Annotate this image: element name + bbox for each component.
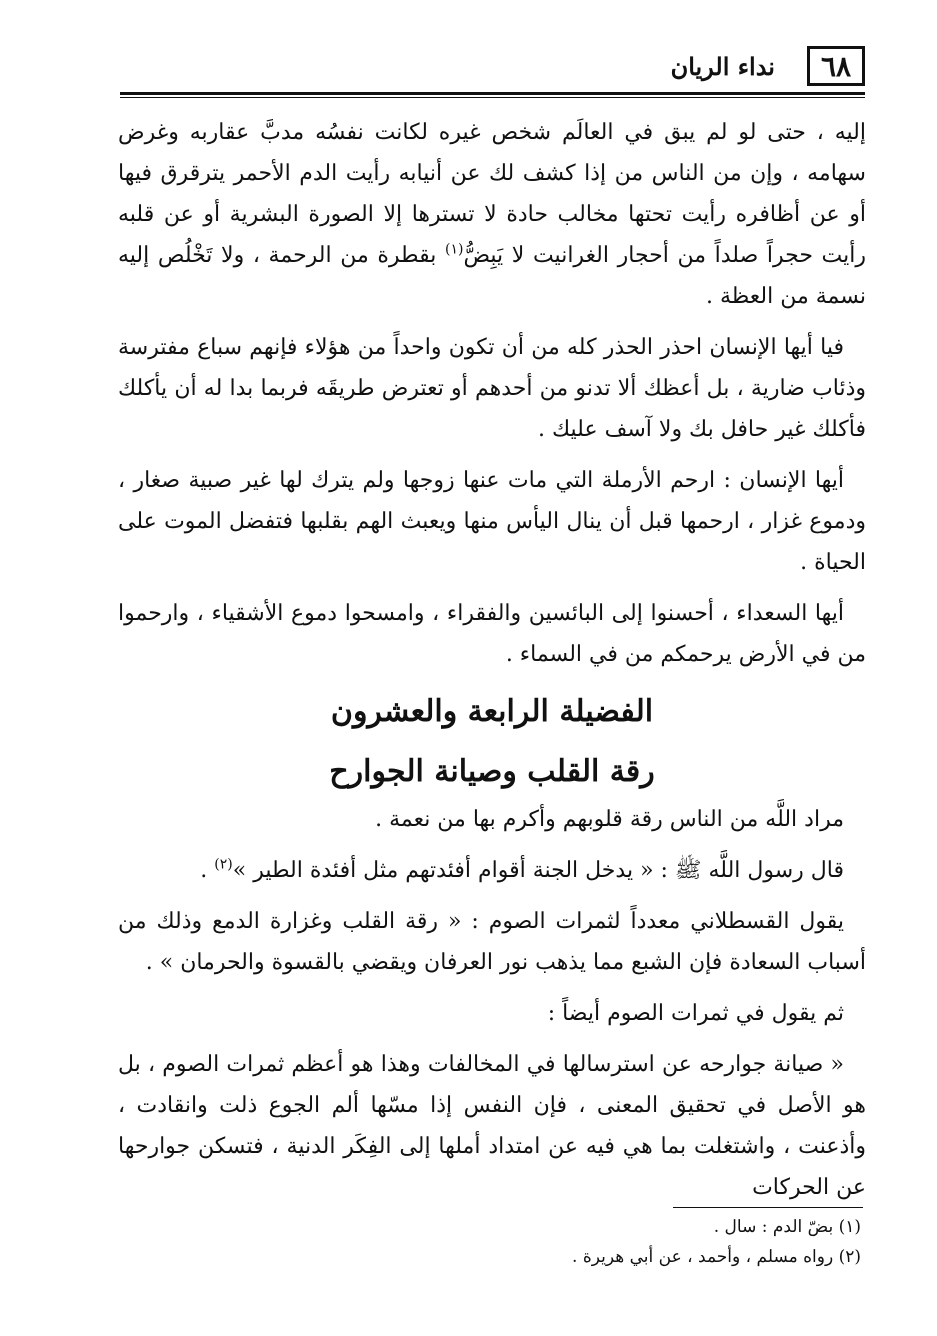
page-number: ٦٨ [807,46,865,86]
paragraph-5: مراد اللَّه من الناس رقة قلوبهم وأكرم بها من نعمة . [375,807,844,832]
footnote-ref-2[interactable]: (٢) [214,856,233,873]
paragraph-1-text: إليه ، حتى لو لم يبق في العالَم شخص غيره لكانت نفسُه مدبَّ عقاربه وغرض سهامه ، وإن من الناس من إذا كشف لك عن أنيابه رأيت الدم الأحمر يترقرق فيها أو عن أظافره رأيت تحتها مخالب حادة لا تسترها إلا الصورة البشرية أو عن قلبه رأيت حجراً صلداً من أحجار الغرانيت لا يَبِضُّ [118,120,866,268]
header-rule [120,92,865,98]
running-title: نداء الريان [670,52,775,81]
paragraph-7: يقول القسطلاني معدداً لثمرات الصوم : « رقة القلب وغزارة الدمع وذلك من أسباب السعادة فإن الشبع مما يذهب نور العرفان ويقضي بالقسوة والحرمان » . [118,909,866,975]
footnote-1: (١) بضّ الدم : سال . [713,1217,861,1237]
paragraph-4: أيها السعداء ، أحسنوا إلى البائسين والفقراء ، وامسحوا دموع الأشقياء ، وارحموا من في الأرض يرحمكم من في السماء . [118,601,866,667]
footnote-2: (٢) رواه مسلم ، وأحمد ، عن أبي هريرة . [572,1247,861,1267]
paragraph-1-tail: بقطرة من الرحمة ، ولا تَخْلُص إليه نسمة من العظة . [118,243,866,309]
section-heading-number: الفضيلة الرابعة والعشرون [330,694,654,729]
paragraph-8: ثم يقول في ثمرات الصوم أيضاً : [547,1001,844,1026]
paragraph-6-tail: . [200,858,215,883]
paragraph-3: أيها الإنسان : ارحم الأرملة التي مات عنها زوجها ولم يترك لها غير صبية صغار ، ودموع غزار ، ارحمها قبل أن ينال اليأس منها ويعبث الهم بقلبها فتفضل الموت على الحياة . [118,468,866,575]
footnotes [161,1212,861,1272]
paragraph-9: « صيانة جوارحه عن استرسالها في المخالفات وهذا هو أعظم ثمرات الصوم ، بل هو الأصل في تحقيق المعنى ، فإن النفس إذا مسّها ألم الجوع ذلت وانقادت ، وأذعنت ، واشتغلت بما هي فيه عن امتداد أملها إلى الفِكَر الدنية ، فتسكن جوارحها عن الحركات [118,1052,866,1200]
page-header [120,40,865,92]
body-text [118,112,866,1218]
paragraph-6 [118,850,866,891]
paragraph-6-text: قال رسول اللَّه ﷺ : « يدخل الجنة أقوام أفئدتهم مثل أفئدة الطير » [232,858,844,883]
section-heading-title: رقة القلب وصيانة الجوارح [329,754,655,789]
footnote-ref-1[interactable]: (١) [444,241,464,258]
paragraph-1 [118,112,866,317]
footnote-separator [673,1207,863,1208]
paragraph-2: فيا أيها الإنسان احذر الحذر كله من أن تكون واحداً من هؤلاء فإنهم سباع مفترسة وذئاب ضارية ، بل أعظك ألا تدنو من أحدهم أو تعترض طريقَه فربما بدا له أن يأكلك فأكلك غير حافل بك ولا آسف عليك . [118,335,866,442]
